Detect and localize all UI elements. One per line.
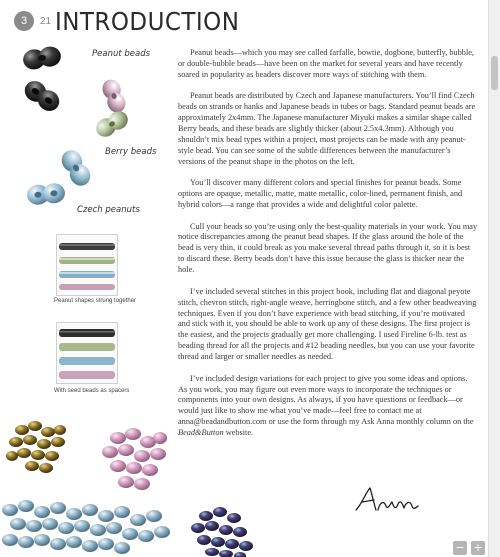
strand-pink [59, 284, 115, 290]
zoom-out-button[interactable]: − [453, 541, 467, 555]
paragraph-2: Peanut beads are distributed by Czech and Japanese manufacturers. You’ll find Czech beads on strands or hanks and Japanese beads in tubes or bags. Standard peanut beads are approximately 2x4mm. The Japanese manufacturer Miyuki makes a similar shape called Berry beads, and these beads are slightly thicker (about 2.5x4.3mm). Although you shouldn’t mix bead types within a project, most projects can be made with any peanut-style bead. You can see some of the subtle differences between the manufacturer’s versions of the peanut shape in the photos on the left. [178, 91, 476, 166]
paragraph-4: Cull your beads so you’re using only the best-quality materials in your work. You may notice discrepancies among the peanut bead shapes. If the glass around the hole of the bead is very thin, it could break as you make several thread paths through it, so it is best to discard these. Berry beads don’t have this issue because the glass is thicker near the hole. [178, 221, 478, 275]
page-title: INTRODUCTION [55, 6, 240, 36]
caption-czech-peanuts: Czech peanuts [77, 205, 140, 215]
strand-green [59, 257, 115, 264]
paragraph-3: You’ll discover many different colors and special finishes for peanut beads. Some options are opaque, metallic, matte, matte metallic, color-lined, permanent finish, and hybrid colors—a range that provides a wide and delightful color palette. [178, 178, 463, 210]
strand-dark [59, 243, 115, 250]
zoom-in-button[interactable]: + [471, 541, 485, 555]
paragraph-6 [178, 374, 478, 439]
caption-peanut-beads: Peanut beads [92, 49, 151, 59]
chapter-badge: 3 [14, 11, 34, 31]
caption-strung-together: Peanut shapes strung together [54, 298, 137, 304]
seed-spacer-photo [56, 322, 118, 384]
gold-bead-pile [6, 421, 66, 473]
iridescent-bead-pile [191, 507, 253, 557]
page-header [14, 6, 256, 36]
strand-blue-spacer [59, 357, 115, 365]
peanut-beads-illustration [14, 36, 174, 226]
strand-pink-spacer [59, 371, 115, 379]
paragraph-6-text: I’ve included design variations for each project to give you some ideas and options. As you work, you may figure out even more ways to incorporate the techniques or components into your own designs. As always, if you have questions or feedback—or would just like to show me what you’ve made—feel free to contact me at anna@beadandbutton.com or use the form through my Ask Anna monthly column on the [178, 373, 474, 427]
paragraph-5: I’ve included several stitches in this project book, including flat and diagonal peyote stitch, chevron stitch, right-angle weave, herringbone stitch, and a few other beadweaving techniques. Even if you don’t have experience with bead stitching, if you’re motivated and stick with it, you should be able to work up any of these designs. The first project is the easiest, and the projects gradually get more challenging. I used Fireline 6-lb. test as beading thread for all the projects and #12 beading needles, but you can use your favorite thread and larger or smaller needles as needed. [178, 286, 477, 362]
magazine-name: Bead&Button [178, 428, 224, 438]
blue-czech-bead [58, 147, 94, 190]
strand-dark-spacer [59, 329, 115, 337]
blue-czech-bead [26, 182, 66, 205]
vertical-scrollbar[interactable] [488, 0, 500, 557]
green-berry-bead [93, 108, 131, 141]
paragraph-6-tail: website. [223, 428, 254, 438]
strung-beads-photo [56, 234, 118, 296]
caption-berry-beads: Berry beads [105, 147, 157, 157]
page-number: 21 [40, 15, 52, 27]
strand-green-spacer [59, 343, 115, 351]
scroll-thumb[interactable] [491, 56, 498, 90]
mauve-bead-pile [102, 428, 167, 490]
intro-body-text [178, 48, 478, 450]
pink-berry-bead [100, 77, 129, 115]
aqua-bead-pile [2, 500, 170, 554]
caption-seed-spacers: With seed beads as spacers [54, 388, 130, 394]
author-signature [352, 484, 420, 516]
dark-peanut-bead [21, 77, 64, 115]
paragraph-1: Peanut beads—which you may see called farfalle, bowtie, dogbone, butterfly, bubble, or double-bubble beads—have been on the market for several years and have recently soared in popularity as beaders discover more ways of stitching with them. [178, 48, 475, 79]
dark-peanut-bead [22, 45, 63, 71]
strand-blue [59, 271, 115, 278]
